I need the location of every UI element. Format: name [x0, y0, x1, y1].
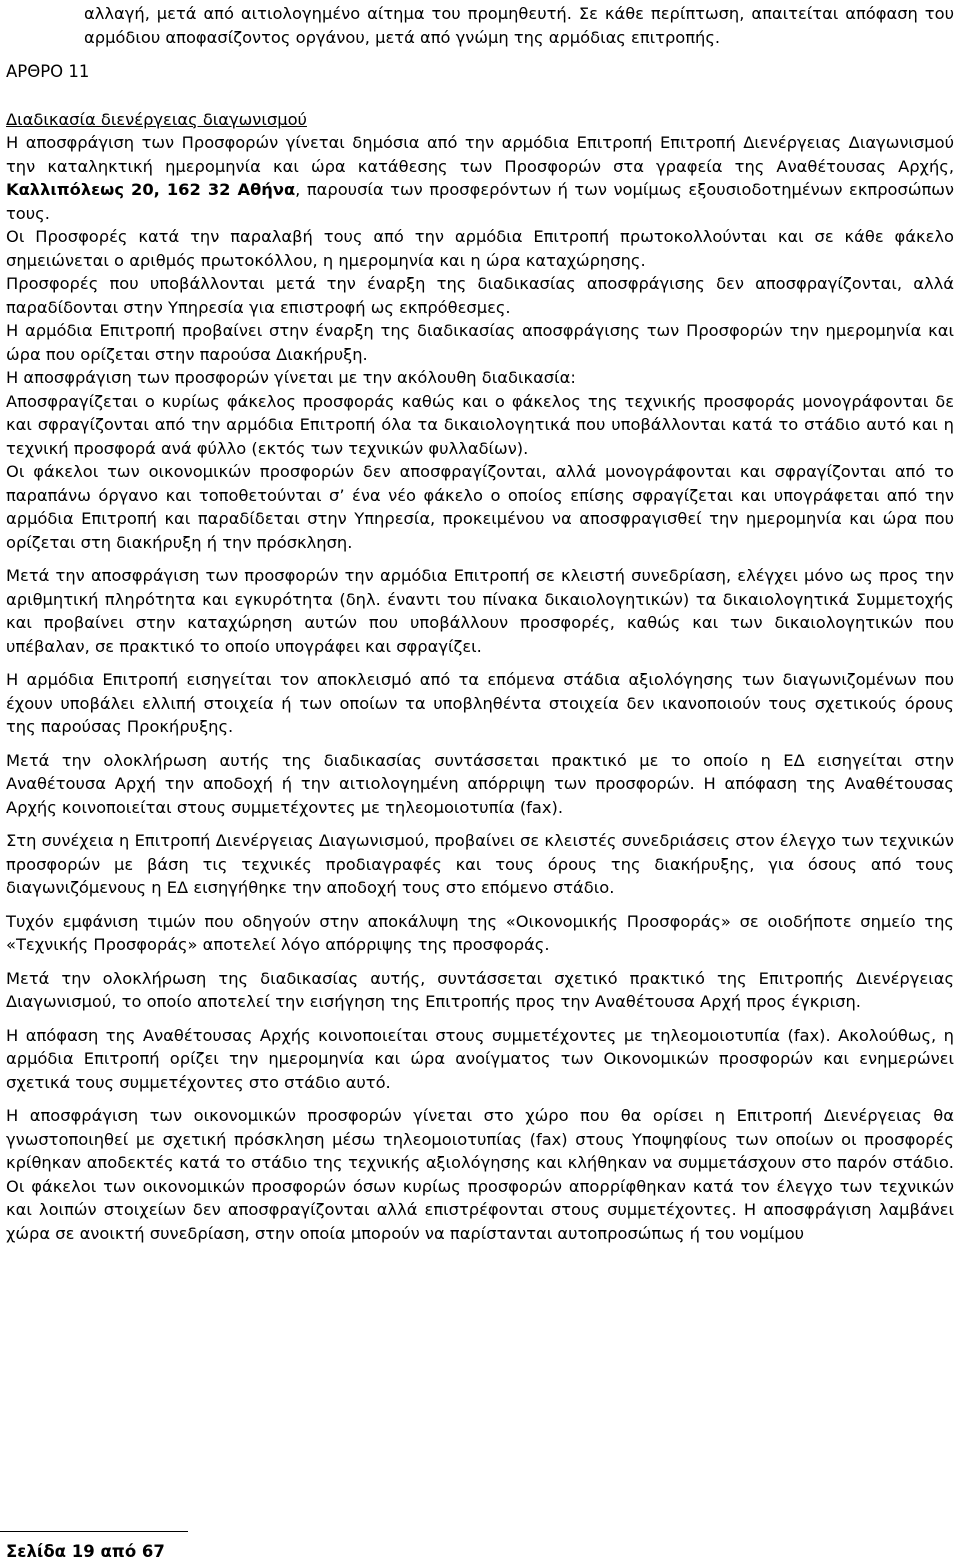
article-heading: ΑΡΘΡΟ 11	[6, 62, 90, 81]
paragraph: Αποσφραγίζεται ο κυρίως φάκελος προσφοράς καθώς και ο φάκελος της τεχνικής προσφοράς μονογράφονται δε και σφραγίζονται από την αρμόδια Επιτροπή όλα τα δικαιολογητικά που υποβάλλονται κατά το στάδιο αυτό και η τεχνική προσφορά ανά φύλλο (εκτός των τεχνικών φυλλαδίων).	[6, 391, 954, 458]
footer-divider	[0, 1531, 188, 1532]
paragraph: Οι Προσφορές κατά την παραλαβή τους από την αρμόδια Επιτροπή πρωτοκολλούνται και σε κάθε φάκελο σημειώνεται ο αριθμός πρωτοκόλλου, η ημερομηνία και η ώρα καταχώρησης.	[6, 227, 954, 270]
paragraph: Στη συνέχεια η Επιτροπή Διενέργειας Διαγωνισμού, προβαίνει σε κλειστές συνεδριάσεις στον έλεγχο των τεχνικών προσφορών με βάση τις τεχνικές προδιαγραφές και τους όρους της διακήρυξης, για όσους από τους διαγωνιζόμενους η ΕΔ εισηγήθηκε την αποδοχή τους στο επόμενο στάδιο.	[6, 831, 954, 897]
paragraph: Μετά την ολοκλήρωση αυτής της διαδικασίας συντάσσεται πρακτικό με το οποίο η ΕΔ εισηγείται στην Αναθέτουσα Αρχή την αποδοχή ή την αιτιολογημένη απόρριψη των προσφορών. Η απόφαση της Αναθέτουσας Αρχής κοινοποιείται στους συμμετέχοντες με τηλεομοιοτυπία (fax).	[6, 750, 954, 817]
paragraph: Μετά την ολοκλήρωση της διαδικασίας αυτής, συντάσσεται σχετικό πρακτικό της Επιτροπής Διενέργειας Διαγωνισμού, το οποίο αποτελεί την εισήγηση της Επιτροπής προς την Αναθέτουσα Αρχή προς έγκριση.	[6, 968, 954, 1011]
intro-paragraph: αλλαγή, μετά από αιτιολογημένο αίτημα του προμηθευτή. Σε κάθε περίπτωση, απαιτείται απόφαση του αρμόδιου αποφασίζοντος οργάνου, μετά από γνώμη της αρμόδιας επιτροπής.	[84, 4, 954, 47]
paragraph: Τυχόν εμφάνιση τιμών που οδηγούν στην αποκάλυψη της «Οικονομικής Προσφοράς» σε οιοδήποτε σημείο της «Τεχνικής Προσφοράς» αποτελεί λόγο απόρριψης της προσφοράς.	[6, 911, 954, 954]
opening-session-paragraph	[6, 131, 954, 225]
paragraph: Η απόφαση της Αναθέτουσας Αρχής κοινοποιείται στους συμμετέχοντες με τηλεομοιοτυπία (fax). Ακολούθως, η αρμόδια Επιτροπή ορίζει την ημερομηνία και ώρα ανοίγματος των Οικονομικών προσφορών και ενημερώνει σχετικά τους συμμετέχοντες στο στάδιο αυτό.	[6, 1025, 954, 1092]
paragraph: Η αρμόδια Επιτροπή εισηγείται τον αποκλεισμό από τα επόμενα στάδια αξιολόγησης των διαγωνιζομένων που έχουν υποβάλει ελλιπή στοιχεία ή των οποίων τα υποβληθέντα στοιχεία δεν ικανοποιούν τους σχετικούς όρους της παρούσας Προκήρυξης.	[6, 670, 954, 736]
authority-address: Καλλιπόλεως 20, 162 32 Αθήνα	[6, 180, 296, 199]
paragraph: Οι φάκελοι των οικονομικών προσφορών δεν αποσφραγίζονται, αλλά μονογράφονται και σφραγίζονται από το παραπάνω όργανο και τοποθετούνται σ’ ένα νέο φάκελο ο οποίος επίσης σφραγίζεται και υπογράφεται από την αρμόδια Επιτροπή και παραδίδεται στην Υπηρεσία, προκειμένου να αποσφραγισθεί την ημερομηνία και ώρα που ορίζεται στη διακήρυξη ή την πρόσκληση.	[6, 462, 954, 552]
section-heading: Διαδικασία διενέργειας διαγωνισμού	[6, 109, 307, 129]
paragraph: Προσφορές που υποβάλλονται μετά την έναρξη της διαδικασίας αποσφράγισης δεν αποσφραγίζονται, αλλά παραδίδονται στην Υπηρεσία για επιστροφή ως εκπρόθεσμες.	[6, 274, 954, 317]
page-content	[6, 2, 954, 1245]
paragraph-text: , παρουσία των προσφερόντων ή των νομίμως εξουσιοδοτημένων εκπροσώπων τους.	[6, 180, 954, 223]
paragraph: Η αποσφράγιση των οικονομικών προσφορών γίνεται στο χώρο που θα ορίσει η Επιτροπή Διενέργειας θα γνωστοποιηθεί με σχετική πρόσκληση μέσω τηλεομοιοτυπίας (fax) στους Υποψηφίους των οποίων οι προσφορές κρίθηκαν αποδεκτές κατά το στάδιο της τεχνικής αξιολόγησης και κλήθηκαν να συμμετάσχουν στο παρόν στάδιο. Οι φάκελοι των οικονομικών προσφορών όσων κυρίως προσφορών απορρίφθηκαν κατά τον έλεγχο των τεχνικών και λοιπών στοιχείων δεν αποσφραγίζονται αλλά επιστρέφονται στους συμμετέχοντες. Η αποσφράγιση λαμβάνει χώρα σε ανοικτή συνεδρίαση, στην οποία μπορούν να παρίστανται αυτοπροσώπως ή του νομίμου	[6, 1106, 954, 1243]
page-number-footer: Σελίδα 19 από 67	[6, 1542, 165, 1561]
paragraph: Η αποσφράγιση των προσφορών γίνεται με την ακόλουθη διαδικασία:	[6, 368, 576, 387]
paragraph: Μετά την αποσφράγιση των προσφορών την αρμόδια Επιτροπή σε κλειστή συνεδρίαση, ελέγχει μόνο ως προς την αριθμητική πληρότητα και εγκυρότητα (δηλ. έναντι του πίνακα δικαιολογητικών) τα δικαιολογητικά Συμμετοχής και προβαίνει στην καταχώρηση αυτών που υποβάλλουν προσφορές, καθώς και των δικαιολογητικών που υπέβαλαν, σε πρακτικό το οποίο υπογράφει και σφραγίζει.	[6, 566, 954, 656]
paragraph-text: Η αποσφράγιση των Προσφορών γίνεται δημόσια από την αρμόδια Επιτροπή Επιτροπή Διενέργειας Διαγωνισμού την καταληκτική ημερομηνία και ώρα κατάθεσης των Προσφορών στα γραφεία της Αναθέτουσας Αρχής,	[6, 133, 954, 176]
paragraph: Η αρμόδια Επιτροπή προβαίνει στην έναρξη της διαδικασίας αποσφράγισης των Προσφορών την ημερομηνία και ώρα που ορίζεται στην παρούσα Διακήρυξη.	[6, 321, 954, 364]
